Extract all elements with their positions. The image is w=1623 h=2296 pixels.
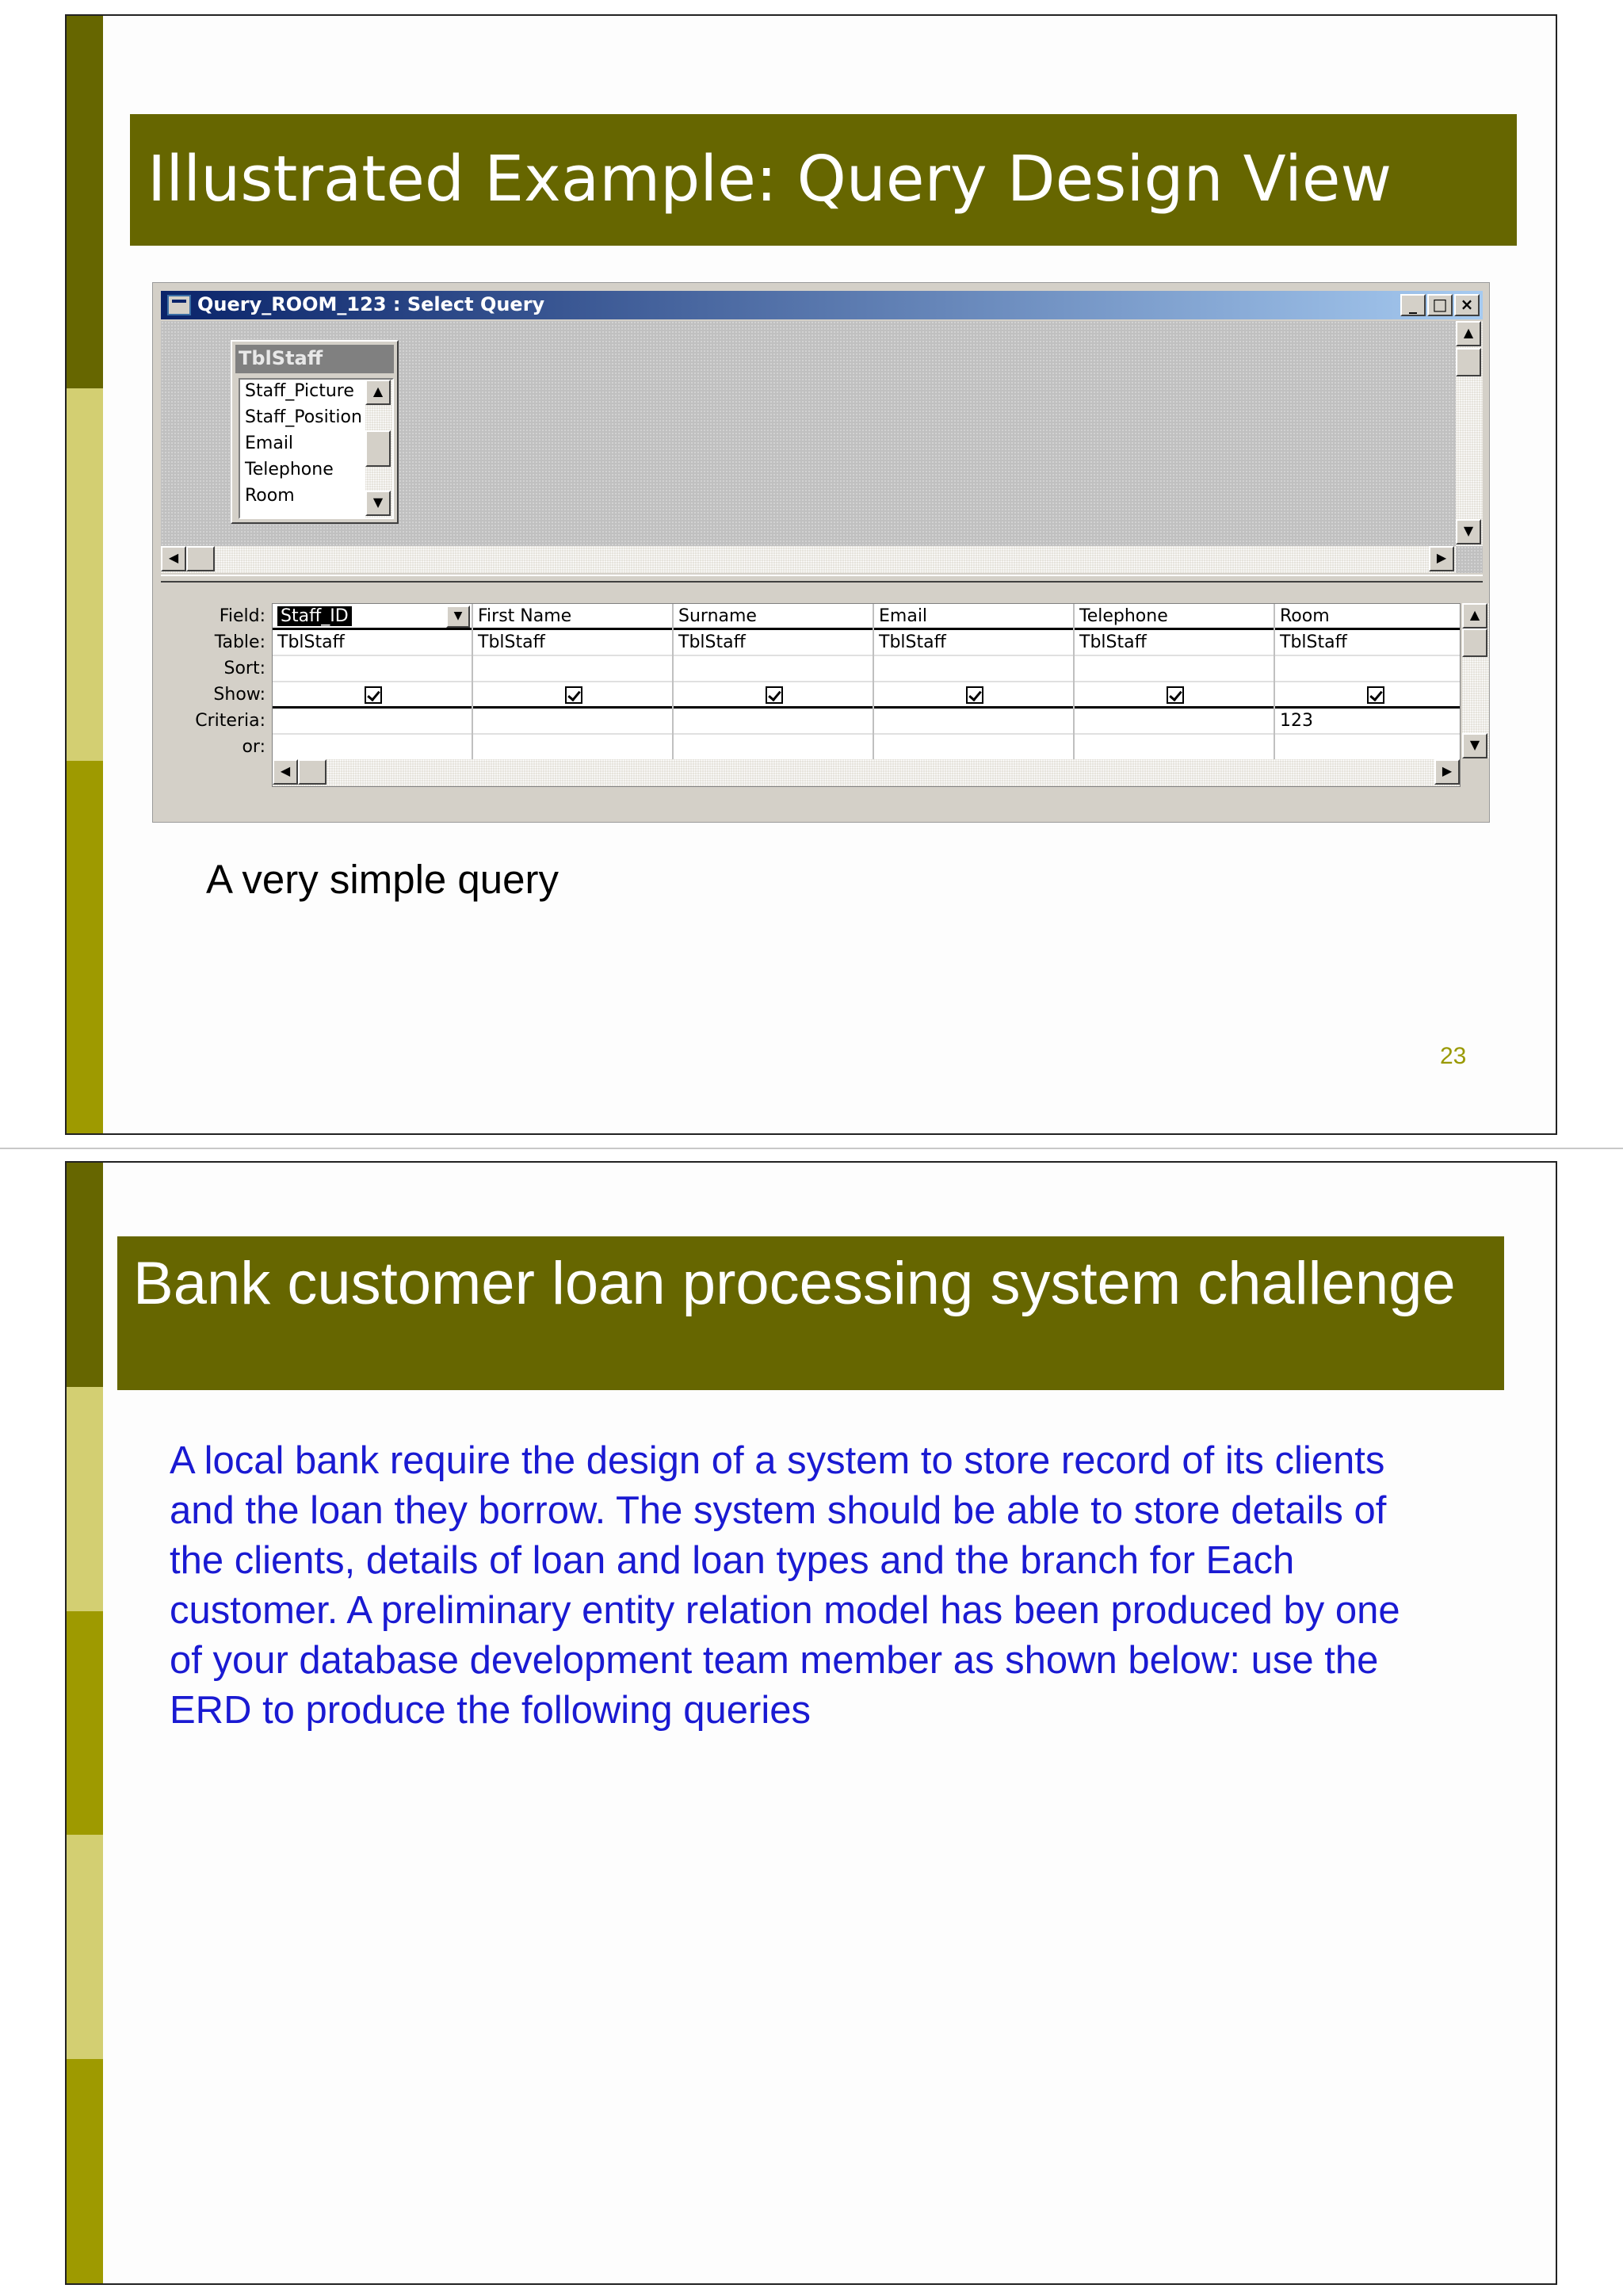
- show-cell: [1075, 682, 1274, 709]
- scroll-thumb[interactable]: [186, 546, 215, 571]
- field-cell[interactable]: Telephone: [1075, 604, 1274, 630]
- show-checkbox[interactable]: [565, 686, 582, 704]
- maximize-button[interactable]: □: [1427, 294, 1453, 316]
- query-window-icon: [167, 295, 191, 315]
- body-line: the clients, details of loan and loan types and the branch for Each: [170, 1539, 1295, 1582]
- table-cell[interactable]: TblStaff: [1275, 630, 1461, 656]
- field-list-body[interactable]: [239, 378, 394, 519]
- criteria-cell[interactable]: [874, 709, 1073, 735]
- sort-cell[interactable]: [674, 656, 873, 682]
- scroll-down-arrow-icon[interactable]: ▼: [365, 491, 391, 516]
- field-cell[interactable]: Room: [1275, 604, 1461, 630]
- table-cell[interactable]: TblStaff: [874, 630, 1073, 656]
- table-cell[interactable]: TblStaff: [273, 630, 472, 656]
- scroll-thumb[interactable]: [1462, 628, 1487, 657]
- show-checkbox[interactable]: [1167, 686, 1184, 704]
- show-cell: [674, 682, 873, 709]
- scroll-up-arrow-icon[interactable]: ▲: [365, 380, 391, 405]
- field-value: Staff_ID: [277, 606, 352, 626]
- show-cell: [273, 682, 472, 709]
- table-pane-vscroll[interactable]: [1456, 321, 1483, 546]
- field-list-item[interactable]: Staff_Picture: [245, 381, 354, 401]
- slide-title: Bank customer loan processing system challenge: [117, 1236, 1504, 1390]
- window-titlebar[interactable]: [161, 291, 1483, 319]
- sort-cell[interactable]: [473, 656, 672, 682]
- page-separator: [0, 1148, 1623, 1149]
- row-label-or: or:: [242, 737, 265, 757]
- field-cell[interactable]: Surname: [674, 604, 873, 630]
- slide-title: Illustrated Example: Query Design View: [130, 114, 1517, 246]
- criteria-cell[interactable]: [273, 709, 472, 735]
- field-list-scrollbar[interactable]: [365, 380, 392, 518]
- or-cell[interactable]: [473, 735, 672, 761]
- row-label-table: Table:: [214, 632, 265, 652]
- or-cell[interactable]: [1075, 735, 1274, 761]
- show-checkbox[interactable]: [1367, 686, 1384, 704]
- sort-cell[interactable]: [273, 656, 472, 682]
- query-design-grid[interactable]: [272, 603, 1461, 787]
- page-number: 23: [1440, 1043, 1467, 1069]
- body-line: ERD to produce the following queries: [170, 1689, 811, 1732]
- row-label-criteria: Criteria:: [195, 711, 265, 731]
- table-cell[interactable]: TblStaff: [1075, 630, 1274, 656]
- sort-cell[interactable]: [1075, 656, 1274, 682]
- minimize-button[interactable]: _: [1400, 294, 1426, 316]
- show-checkbox[interactable]: [365, 686, 382, 704]
- row-label-sort: Sort:: [223, 659, 265, 678]
- pane-splitter[interactable]: [161, 575, 1483, 583]
- criteria-cell[interactable]: [1075, 709, 1274, 735]
- slide-query-design-view: [65, 14, 1557, 1135]
- scroll-up-arrow-icon[interactable]: ▲: [1456, 321, 1481, 346]
- show-checkbox[interactable]: [966, 686, 983, 704]
- table-cell[interactable]: TblStaff: [674, 630, 873, 656]
- show-cell: [473, 682, 672, 709]
- scroll-down-arrow-icon[interactable]: ▼: [1456, 519, 1481, 544]
- grid-vscroll[interactable]: [1462, 603, 1489, 758]
- table-cell[interactable]: TblStaff: [473, 630, 672, 656]
- row-label-field: Field:: [219, 606, 265, 626]
- scroll-up-arrow-icon[interactable]: ▲: [1462, 603, 1487, 628]
- scroll-thumb[interactable]: [1456, 348, 1481, 376]
- scroll-left-arrow-icon[interactable]: ◀: [161, 546, 186, 571]
- body-line: of your database development team member as shown below: use the: [170, 1639, 1379, 1682]
- scroll-right-arrow-icon[interactable]: ▶: [1429, 546, 1454, 571]
- chevron-down-icon[interactable]: ▼: [446, 606, 470, 628]
- row-label-show: Show:: [213, 685, 265, 705]
- criteria-cell[interactable]: [473, 709, 672, 735]
- sort-cell[interactable]: [1275, 656, 1461, 682]
- field-cell[interactable]: Email: [874, 604, 1073, 630]
- scroll-thumb[interactable]: [365, 430, 391, 467]
- close-button[interactable]: ×: [1454, 294, 1480, 316]
- slide-caption: A very simple query: [206, 857, 559, 902]
- grid-row-labels: [161, 603, 272, 760]
- table-field-list[interactable]: [231, 340, 399, 524]
- criteria-cell[interactable]: 123: [1275, 709, 1461, 735]
- body-line: A local bank require the design of a system to store record of its clients: [170, 1439, 1385, 1482]
- field-list-item[interactable]: Email: [245, 434, 294, 453]
- slide-side-stripe: [67, 1163, 103, 2283]
- scroll-right-arrow-icon[interactable]: ▶: [1434, 759, 1460, 785]
- or-cell[interactable]: [273, 735, 472, 761]
- field-cell[interactable]: [273, 604, 472, 630]
- field-list-item[interactable]: Room: [245, 486, 295, 506]
- field-list-item[interactable]: Staff_Position: [245, 407, 362, 427]
- slide-side-stripe: [67, 16, 103, 1133]
- scroll-thumb[interactable]: [298, 759, 327, 785]
- or-cell[interactable]: [674, 735, 873, 761]
- sort-cell[interactable]: [874, 656, 1073, 682]
- table-pane[interactable]: [161, 321, 1483, 573]
- show-cell: [874, 682, 1073, 709]
- or-cell[interactable]: [1275, 735, 1461, 761]
- or-cell[interactable]: [874, 735, 1073, 761]
- grid-hscroll[interactable]: [273, 759, 1461, 786]
- show-cell: [1275, 682, 1461, 709]
- window-title: Query_ROOM_123 : Select Query: [197, 293, 545, 315]
- body-line: and the loan they borrow. The system should be able to store details of: [170, 1489, 1387, 1532]
- body-line: customer. A preliminary entity relation model has been produced by one: [170, 1589, 1400, 1632]
- show-checkbox[interactable]: [766, 686, 783, 704]
- slide-bank-loan-challenge: [65, 1161, 1557, 2285]
- table-pane-hscroll[interactable]: [161, 546, 1456, 573]
- scroll-left-arrow-icon[interactable]: ◀: [273, 759, 298, 785]
- field-cell[interactable]: First Name: [473, 604, 672, 630]
- criteria-cell[interactable]: [674, 709, 873, 735]
- field-list-item[interactable]: Telephone: [245, 460, 334, 479]
- scroll-down-arrow-icon[interactable]: ▼: [1462, 733, 1487, 758]
- table-name[interactable]: TblStaff: [235, 345, 394, 373]
- slide-body-text: [170, 1436, 1517, 1736]
- access-query-window: [152, 282, 1490, 823]
